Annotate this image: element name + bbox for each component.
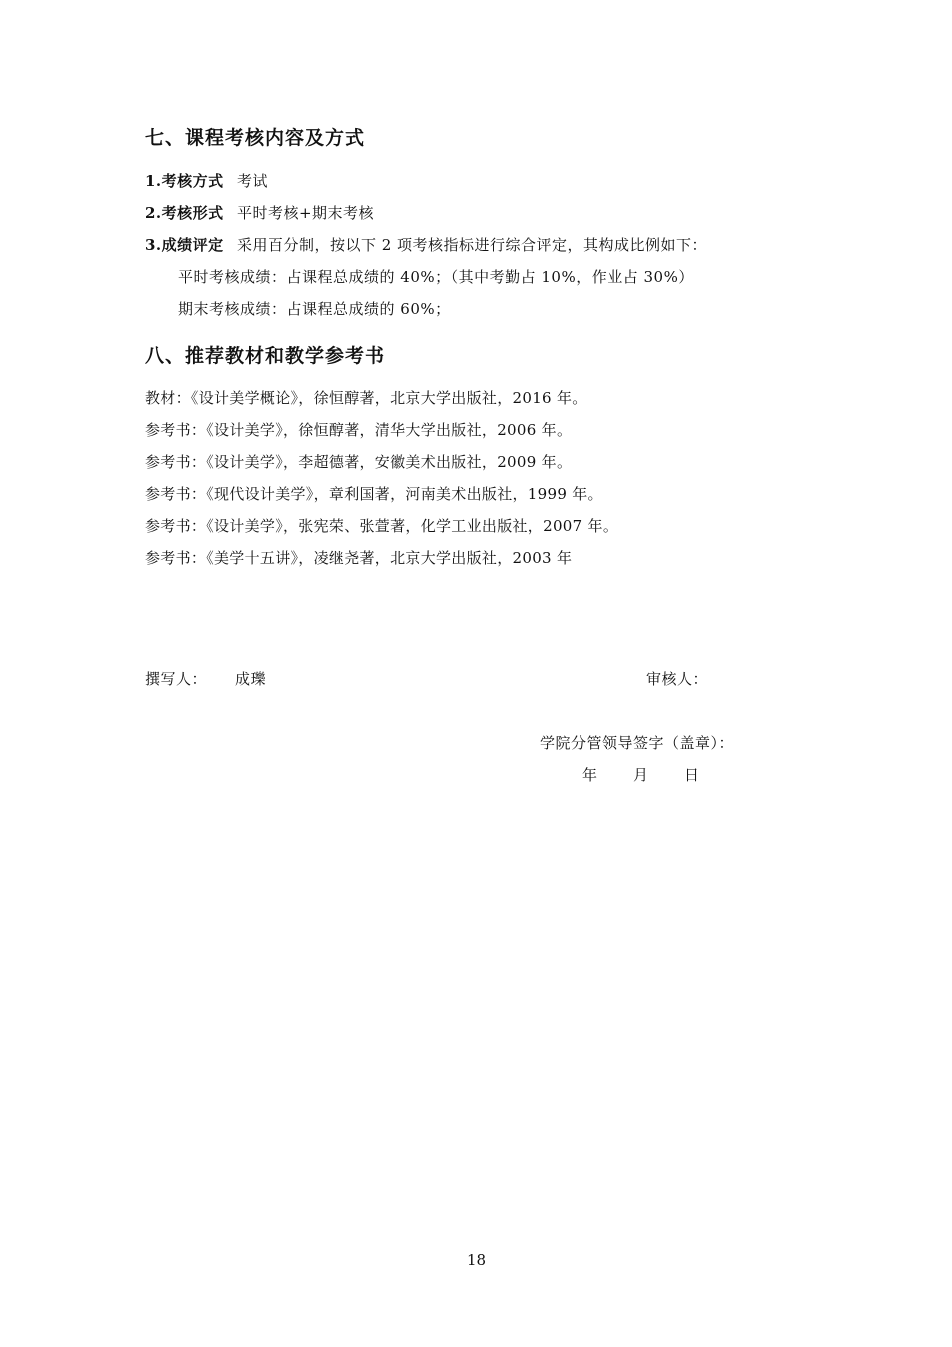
leader-signature-label: 学院分管领导签字（盖章）： — [540, 734, 735, 752]
author-name: 成瓅 — [235, 670, 267, 688]
assessment-method-line — [145, 170, 268, 191]
reference-item: 教材：《设计美学概论》，徐恒醇著，北京大学出版社，2016 年。 — [145, 389, 588, 407]
assessment-form-line — [145, 202, 374, 223]
date-year: 年 — [582, 766, 598, 784]
section-7-heading: 七、课程考核内容及方式 — [145, 127, 366, 149]
grading-label: 3.成绩评定 — [145, 236, 224, 254]
assessment-form-value: 平时考核+期末考核 — [236, 204, 375, 222]
assessment-method-value: 考试 — [236, 172, 268, 190]
page-number: 18 — [467, 1251, 487, 1269]
date-day: 日 — [684, 766, 700, 784]
grading-value: 采用百分制，按以下 2 项考核指标进行综合评定，其构成比例如下： — [236, 236, 708, 254]
final-assessment-line: 期末考核成绩：占课程总成绩的 60%； — [178, 300, 451, 318]
date-month: 月 — [633, 766, 649, 784]
reference-item: 参考书：《设计美学》，李超德著，安徽美术出版社，2009 年。 — [145, 453, 573, 471]
reference-item: 参考书：《美学十五讲》，凌继尧著，北京大学出版社，2003 年 — [145, 549, 573, 567]
grading-line — [145, 234, 707, 255]
reviewer-label: 审核人： — [646, 670, 709, 688]
regular-assessment-line: 平时考核成绩：占课程总成绩的 40%；（其中考勤占 10%，作业占 30%） — [178, 268, 694, 286]
assessment-method-label: 1.考核方式 — [145, 172, 224, 190]
reference-item: 参考书：《设计美学》，徐恒醇著，清华大学出版社，2006 年。 — [145, 421, 573, 439]
author-label: 撰写人： — [145, 670, 208, 688]
reference-item: 参考书：《现代设计美学》，章利国著，河南美术出版社，1999 年。 — [145, 485, 603, 503]
section-8-heading: 八、推荐教材和教学参考书 — [145, 345, 386, 367]
reference-item: 参考书：《设计美学》，张宪荣、张萱著，化学工业出版社，2007 年。 — [145, 517, 619, 535]
assessment-form-label: 2.考核形式 — [145, 204, 224, 222]
